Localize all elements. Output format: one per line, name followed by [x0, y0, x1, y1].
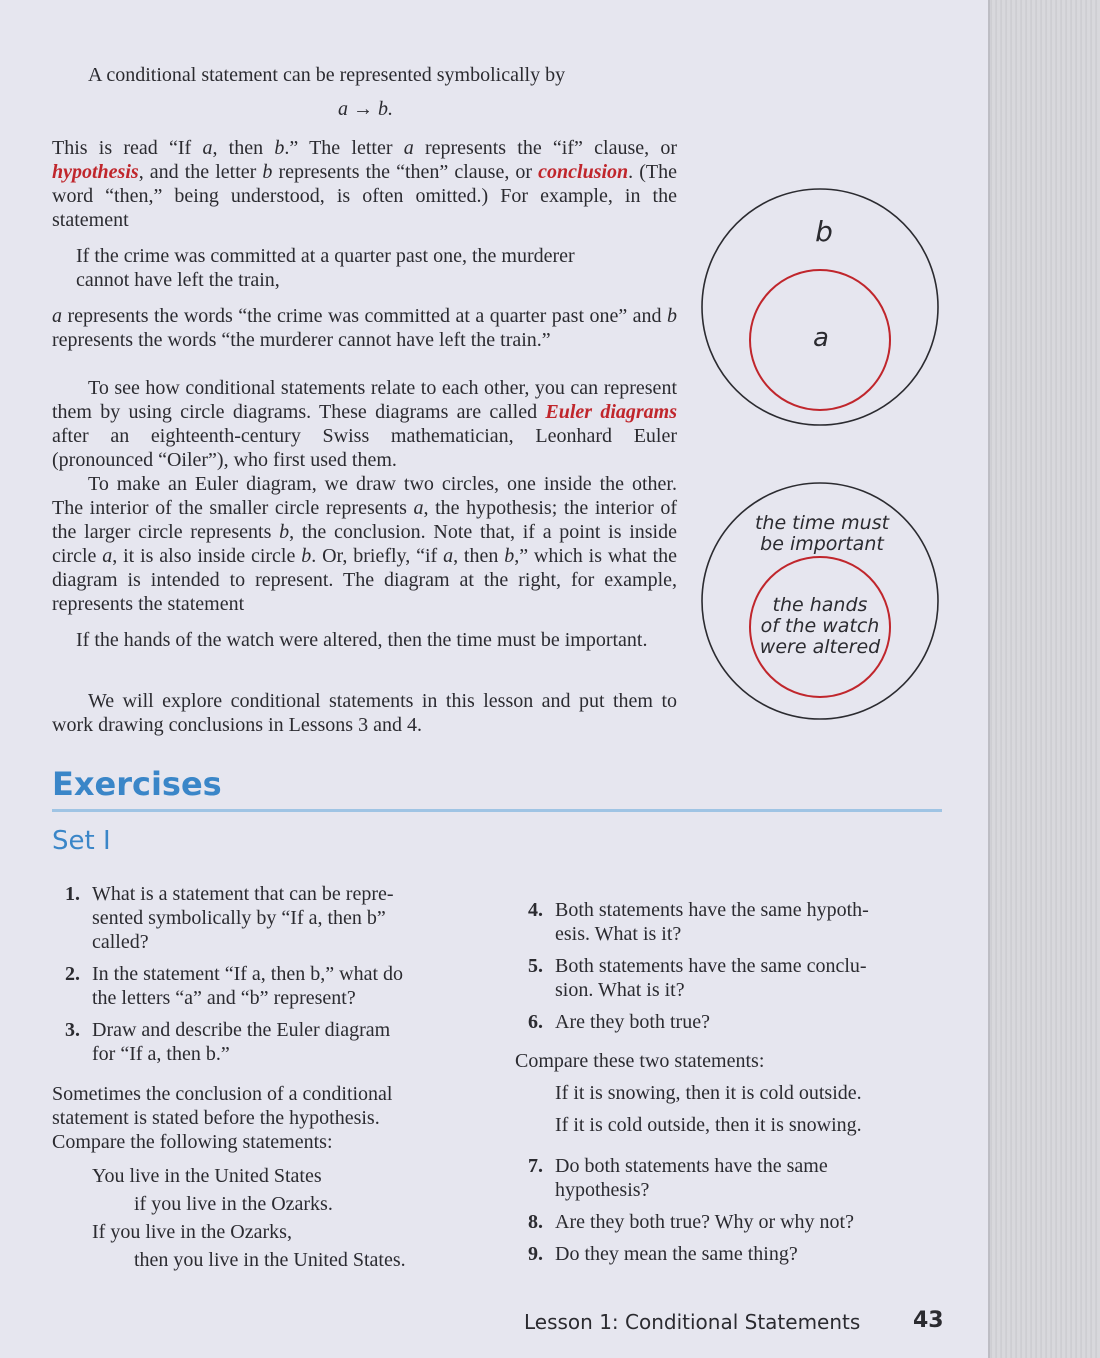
- label-b: b: [815, 215, 833, 248]
- question-1: 1. What is a statement that can be repre- sented symbolically by “If a, then b” called?: [65, 883, 394, 953]
- set-heading: Set I: [52, 826, 111, 856]
- compare-snow-intro: Compare these two statements:: [515, 1050, 765, 1072]
- page-edge: [988, 0, 1100, 1358]
- term-hypothesis: hypothesis: [52, 161, 139, 183]
- statement-snow-2: If it is cold outside, then it is snowing.: [555, 1114, 862, 1136]
- comparison-intro: Sometimes the conclusion of a conditional statement is stated before the hypothesis. Compare the following statements:: [52, 1083, 393, 1153]
- intro-line: A conditional statement can be represented symbolically by: [88, 64, 566, 86]
- question-3: 3. Draw and describe the Euler diagram for “If a, then b.”: [65, 1019, 391, 1065]
- statement-snow-1: If it is snowing, then it is cold outside.: [555, 1082, 862, 1104]
- label-a: a: [813, 323, 829, 353]
- question-9: 9. Do they mean the same thing?: [528, 1243, 798, 1265]
- paragraph-4: To make an Euler diagram, we draw two circles, one inside the other. The interior of the smaller circle represents a, the hypothesis; the interior of the larger circle represents b, the conclusion. Note that, if a point is inside circle a, it is also inside circle b. Or, briefly, “if a, then b,” which is what the diagram is intended to represent. The diagram at the right, for example, represents the statement: [52, 473, 678, 615]
- label-inner-line-2: of the watch: [760, 615, 880, 637]
- statement-ozarks-2: If you live in the Ozarks, then you live in the United States.: [92, 1221, 406, 1271]
- paragraph-1: This is read “If a, then b.” The letter a represents the “if” clause, or hypothesis, and the letter b represents the “then” clause, or conclusion. (The word “then,” being understood, is often omitted.) For example, in the statement: [52, 137, 677, 231]
- label-inner-line-3: were altered: [759, 636, 881, 658]
- question-6: 6. Are they both true?: [528, 1011, 710, 1033]
- example-statement-1: If the crime was committed at a quarter past one, the murderer cannot have left the train,: [76, 245, 575, 291]
- term-euler-diagrams: Euler diagrams: [545, 401, 678, 423]
- formula: a → b.: [338, 98, 393, 120]
- example-statement-2: If the hands of the watch were altered, then the time must be important.: [76, 629, 648, 651]
- question-5: 5. Both statements have the same conclu- sion. What is it?: [528, 955, 867, 1001]
- question-7: 7. Do both statements have the same hypothesis?: [528, 1155, 828, 1201]
- question-4: 4. Both statements have the same hypoth- esis. What is it?: [528, 899, 869, 945]
- term-conclusion: conclusion: [538, 161, 629, 183]
- page-number: 43: [913, 1308, 944, 1333]
- question-2: 2. In the statement “If a, then b,” what do the letters “a” and “b” represent?: [65, 963, 403, 1009]
- euler-diagram-2: [700, 480, 950, 730]
- label-outer-line-2: be important: [760, 533, 884, 555]
- exercises-heading: Exercises: [52, 765, 222, 803]
- paragraph-5: We will explore conditional statements in this lesson and put them to work drawing conclusions in Lessons 3 and 4.: [52, 690, 677, 736]
- euler-diagram-1: [700, 180, 950, 440]
- statement-ozarks-1: You live in the United States if you live in the Ozarks.: [92, 1165, 333, 1215]
- heading-rule: [52, 809, 942, 812]
- footer-lesson-title: Lesson 1: Conditional Statements: [524, 1310, 861, 1334]
- label-inner-line-1: the hands: [772, 594, 868, 616]
- label-outer-line-1: the time must: [754, 512, 890, 534]
- question-8: 8. Are they both true? Why or why not?: [528, 1211, 854, 1233]
- paragraph-3: To see how conditional statements relate to each other, you can represent them by using circle diagrams. These diagrams are called Euler diagrams after an eighteenth-century Swiss mathematician, Leonhard Euler (pronounced “Oiler”), who first used them.: [52, 377, 678, 471]
- paragraph-2: a represents the words “the crime was committed at a quarter past one” and b represents the words “the murderer cannot have left the train.”: [52, 305, 677, 351]
